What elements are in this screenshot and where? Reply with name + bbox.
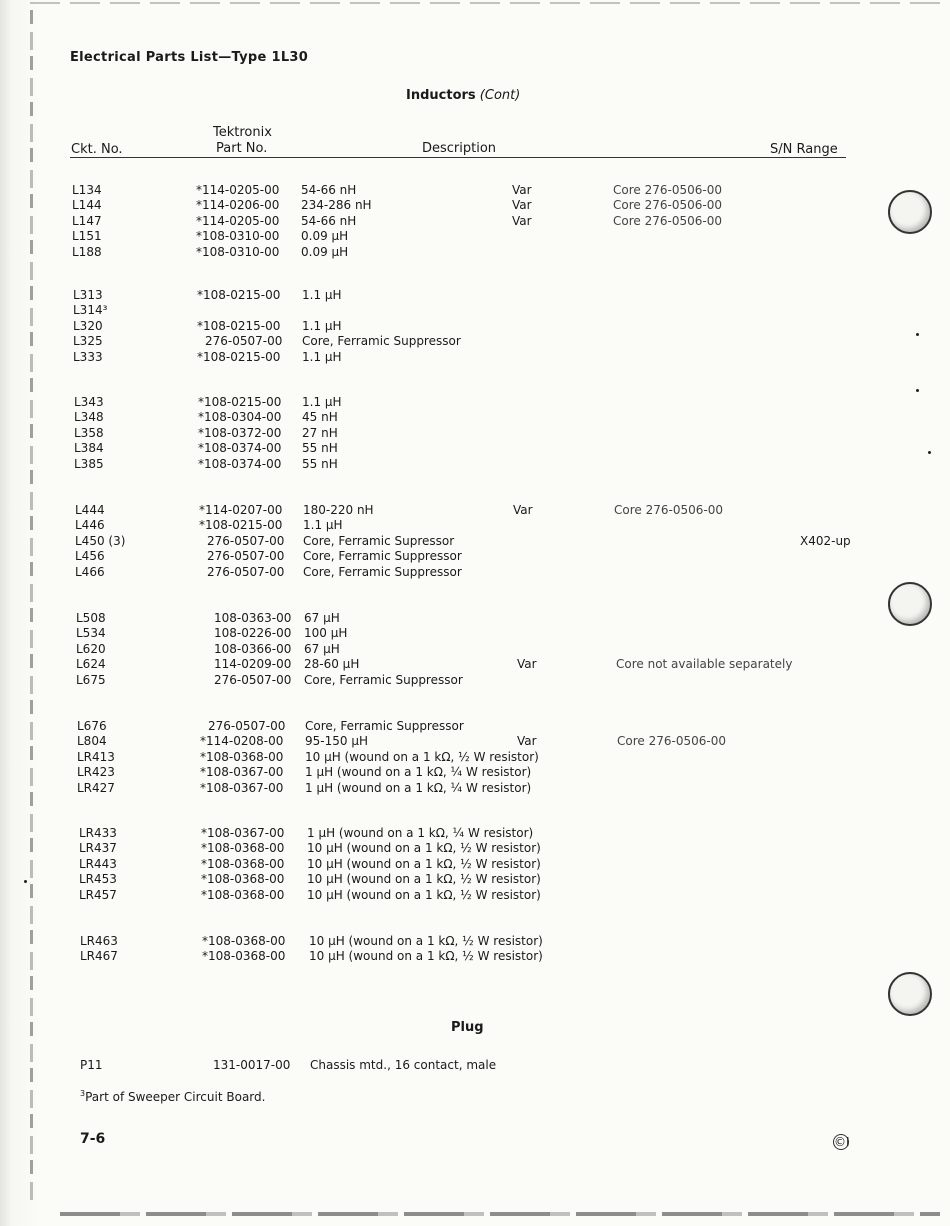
row-part-no: *108-0374-00 (198, 441, 282, 455)
col-header-sn: S/N Range (770, 142, 838, 157)
row-part-no: 276-0507-00 (214, 673, 292, 687)
table-row (0, 457, 950, 472)
table-row (0, 245, 950, 260)
row-ckt-no: L385 (74, 457, 104, 471)
row-part-no: *108-0368-00 (201, 841, 285, 855)
table-row (0, 503, 950, 518)
row-ckt-no: LR437 (79, 841, 117, 855)
table-row (0, 303, 950, 318)
row-ckt-no: LR457 (79, 888, 117, 902)
table-row (0, 214, 950, 229)
row-part-no: *114-0205-00 (196, 183, 280, 197)
row-part-no: *114-0205-00 (196, 214, 280, 228)
footnote-text: Part of Sweeper Circuit Board. (85, 1090, 266, 1104)
row-var: Var (512, 214, 532, 228)
row-ckt-no: L624 (76, 657, 106, 671)
row-part-no: *108-0368-00 (201, 888, 285, 902)
row-ckt-no: L456 (75, 549, 105, 563)
table-row (0, 657, 950, 672)
row-description: 54-66 nH (301, 214, 357, 228)
row-ckt-no: LR423 (77, 765, 115, 779)
row-note: Core 276-0506-00 (613, 183, 722, 197)
row-part-no: 276-0507-00 (207, 565, 285, 579)
row-description: 67 μH (304, 611, 340, 625)
plug-ckt: P11 (80, 1058, 103, 1072)
row-ckt-no: LR453 (79, 872, 117, 886)
footnote (80, 1089, 265, 1104)
row-description: 10 μH (wound on a 1 kΩ, ½ W resistor) (309, 949, 543, 963)
speck (916, 389, 919, 392)
page-number: 7-6 (80, 1131, 106, 1147)
row-part-no: *108-0367-00 (200, 781, 284, 795)
row-description: 0.09 μH (301, 229, 349, 243)
row-description: Core, Ferramic Suppressor (302, 334, 461, 348)
row-part-no: *108-0215-00 (199, 518, 283, 532)
table-row (0, 750, 950, 765)
col-header-desc: Description (422, 141, 497, 156)
table-row (0, 719, 950, 734)
row-ckt-no: L343 (74, 395, 104, 409)
row-part-no: *108-0310-00 (196, 229, 280, 243)
row-sn-range: X402-up (800, 534, 851, 548)
row-description: 10 μH (wound on a 1 kΩ, ½ W resistor) (305, 750, 539, 764)
row-ckt-no: L534 (76, 626, 106, 640)
section-title-cont: (Cont) (479, 88, 521, 103)
row-description: 67 μH (304, 642, 340, 656)
table-row (0, 426, 950, 441)
table-row (0, 765, 950, 780)
row-ckt-no: L333 (73, 350, 103, 364)
header-rule (70, 157, 846, 158)
row-description: 1.1 μH (303, 518, 343, 532)
row-description: 27 nH (302, 426, 338, 440)
table-row (0, 949, 950, 964)
row-note: Core 276-0506-00 (613, 198, 722, 212)
row-part-no: *108-0215-00 (197, 350, 281, 364)
table-row (0, 441, 950, 456)
row-part-no: 108-0226-00 (214, 626, 292, 640)
row-description: 10 μH (wound on a 1 kΩ, ½ W resistor) (307, 888, 541, 902)
table-row (0, 872, 950, 887)
publisher-mark: ©I (834, 1135, 850, 1149)
table-row (0, 288, 950, 303)
row-ckt-no: L325 (73, 334, 103, 348)
row-description: Core, Ferramic Suppressor (304, 673, 463, 687)
punch-hole-bottom (888, 972, 932, 1016)
row-ckt-no: LR433 (79, 826, 117, 840)
row-description: 100 μH (304, 626, 348, 640)
row-part-no: 108-0363-00 (214, 611, 292, 625)
row-var: Var (512, 183, 532, 197)
row-ckt-no: L804 (77, 734, 107, 748)
row-note: Core 276-0506-00 (614, 503, 723, 517)
table-row (0, 642, 950, 657)
row-ckt-no: L147 (72, 214, 102, 228)
table-row (0, 395, 950, 410)
row-part-no: *108-0368-00 (201, 857, 285, 871)
row-ckt-no: L313 (73, 288, 103, 302)
row-ckt-no: L444 (75, 503, 105, 517)
row-description: Core, Ferramic Suppressor (303, 565, 462, 579)
row-description: Core, Ferramic Supressor (303, 534, 455, 548)
row-part-no: *108-0368-00 (200, 750, 284, 764)
row-var: Var (513, 503, 533, 517)
row-description: 234-286 nH (301, 198, 372, 212)
row-part-no: *108-0367-00 (200, 765, 284, 779)
row-var: Var (512, 198, 532, 212)
row-part-no: 276-0507-00 (207, 549, 285, 563)
table-row (0, 183, 950, 198)
table-row (0, 565, 950, 580)
row-ckt-no: LR427 (77, 781, 115, 795)
row-ckt-no: L314³ (73, 303, 108, 317)
table-row (0, 734, 950, 749)
row-ckt-no: L620 (76, 642, 106, 656)
row-ckt-no: L675 (76, 673, 106, 687)
row-description: 1.1 μH (302, 319, 342, 333)
table-row (0, 350, 950, 365)
row-ckt-no: L144 (72, 198, 102, 212)
table-row (0, 229, 950, 244)
row-part-no: *108-0215-00 (198, 395, 282, 409)
row-description: Core, Ferramic Suppressor (303, 549, 462, 563)
row-description: 1.1 μH (302, 395, 342, 409)
row-part-no: 276-0507-00 (208, 719, 286, 733)
row-description: 95-150 μH (305, 734, 368, 748)
row-description: 10 μH (wound on a 1 kΩ, ½ W resistor) (309, 934, 543, 948)
table-row (0, 934, 950, 949)
row-part-no: *114-0207-00 (199, 503, 283, 517)
table-row (0, 611, 950, 626)
row-part-no: *108-0215-00 (197, 288, 281, 302)
row-description: 10 μH (wound on a 1 kΩ, ½ W resistor) (307, 872, 541, 886)
row-note: Core not available separately (616, 657, 793, 671)
row-part-no: *108-0372-00 (198, 426, 282, 440)
row-ckt-no: LR463 (80, 934, 118, 948)
row-ckt-no: LR413 (77, 750, 115, 764)
row-description: 180-220 nH (303, 503, 374, 517)
table-row (0, 888, 950, 903)
table-row (0, 549, 950, 564)
table-row (0, 841, 950, 856)
row-description: 54-66 nH (301, 183, 357, 197)
row-ckt-no: L188 (72, 245, 102, 259)
plug-part: 131-0017-00 (213, 1058, 291, 1072)
scan-top-edge (30, 2, 945, 4)
table-row (0, 534, 950, 549)
row-part-no: *108-0367-00 (201, 826, 285, 840)
footnote-mark: 3 (80, 1089, 86, 1098)
row-part-no: *108-0368-00 (201, 872, 285, 886)
table-row (0, 334, 950, 349)
row-part-no: *108-0215-00 (197, 319, 281, 333)
col-header-ckt: Ckt. No. (71, 142, 123, 157)
row-note: Core 276-0506-00 (613, 214, 722, 228)
row-var: Var (517, 734, 537, 748)
table-row (0, 319, 950, 334)
row-description: 1.1 μH (302, 288, 342, 302)
col-header-part-top: Tektronix (213, 125, 272, 140)
row-description: 45 nH (302, 410, 338, 424)
table-row (0, 626, 950, 641)
table-row (0, 857, 950, 872)
row-ckt-no: LR443 (79, 857, 117, 871)
table-row (0, 826, 950, 841)
row-ckt-no: LR467 (80, 949, 118, 963)
row-description: 0.09 μH (301, 245, 349, 259)
row-description: 1.1 μH (302, 350, 342, 364)
row-part-no: *108-0368-00 (202, 949, 286, 963)
section-title-label: Inductors (406, 88, 476, 103)
row-ckt-no: L508 (76, 611, 106, 625)
row-ckt-no: L466 (75, 565, 105, 579)
table-row (0, 1058, 950, 1073)
section-title (406, 88, 520, 103)
table-row (0, 410, 950, 425)
row-ckt-no: L446 (75, 518, 105, 532)
row-part-no: *108-0310-00 (196, 245, 280, 259)
scan-bottom-edge (60, 1212, 940, 1216)
row-ckt-no: L676 (77, 719, 107, 733)
row-description: 10 μH (wound on a 1 kΩ, ½ W resistor) (307, 841, 541, 855)
row-note: Core 276-0506-00 (617, 734, 726, 748)
row-part-no: *114-0206-00 (196, 198, 280, 212)
row-description: 28-60 μH (304, 657, 360, 671)
row-part-no: 276-0507-00 (207, 534, 285, 548)
page-title: Electrical Parts List—Type 1L30 (70, 50, 309, 65)
row-var: Var (517, 657, 537, 671)
plug-desc: Chassis mtd., 16 contact, male (310, 1058, 497, 1072)
row-description: 1 μH (wound on a 1 kΩ, ¼ W resistor) (307, 826, 534, 840)
row-description: 10 μH (wound on a 1 kΩ, ½ W resistor) (307, 857, 541, 871)
row-description: 55 nH (302, 441, 338, 455)
row-description: 1 μH (wound on a 1 kΩ, ¼ W resistor) (305, 765, 532, 779)
row-ckt-no: L384 (74, 441, 104, 455)
row-ckt-no: L450 (3) (75, 534, 126, 548)
row-description: 55 nH (302, 457, 338, 471)
row-part-no: 276-0507-00 (205, 334, 283, 348)
row-description: 1 μH (wound on a 1 kΩ, ¼ W resistor) (305, 781, 532, 795)
table-row (0, 518, 950, 533)
row-ckt-no: L134 (72, 183, 102, 197)
col-header-part: Part No. (216, 141, 268, 156)
row-ckt-no: L151 (72, 229, 102, 243)
row-ckt-no: L320 (73, 319, 103, 333)
row-part-no: *108-0304-00 (198, 410, 282, 424)
row-part-no: 108-0366-00 (214, 642, 292, 656)
table-row (0, 198, 950, 213)
row-part-no: 114-0209-00 (214, 657, 292, 671)
row-part-no: *114-0208-00 (200, 734, 284, 748)
row-description: Core, Ferramic Suppressor (305, 719, 464, 733)
row-part-no: *108-0368-00 (202, 934, 286, 948)
table-row (0, 673, 950, 688)
row-part-no: *108-0374-00 (198, 457, 282, 471)
plug-section-title: Plug (451, 1020, 484, 1035)
table-row (0, 781, 950, 796)
row-ckt-no: L358 (74, 426, 104, 440)
row-ckt-no: L348 (74, 410, 104, 424)
